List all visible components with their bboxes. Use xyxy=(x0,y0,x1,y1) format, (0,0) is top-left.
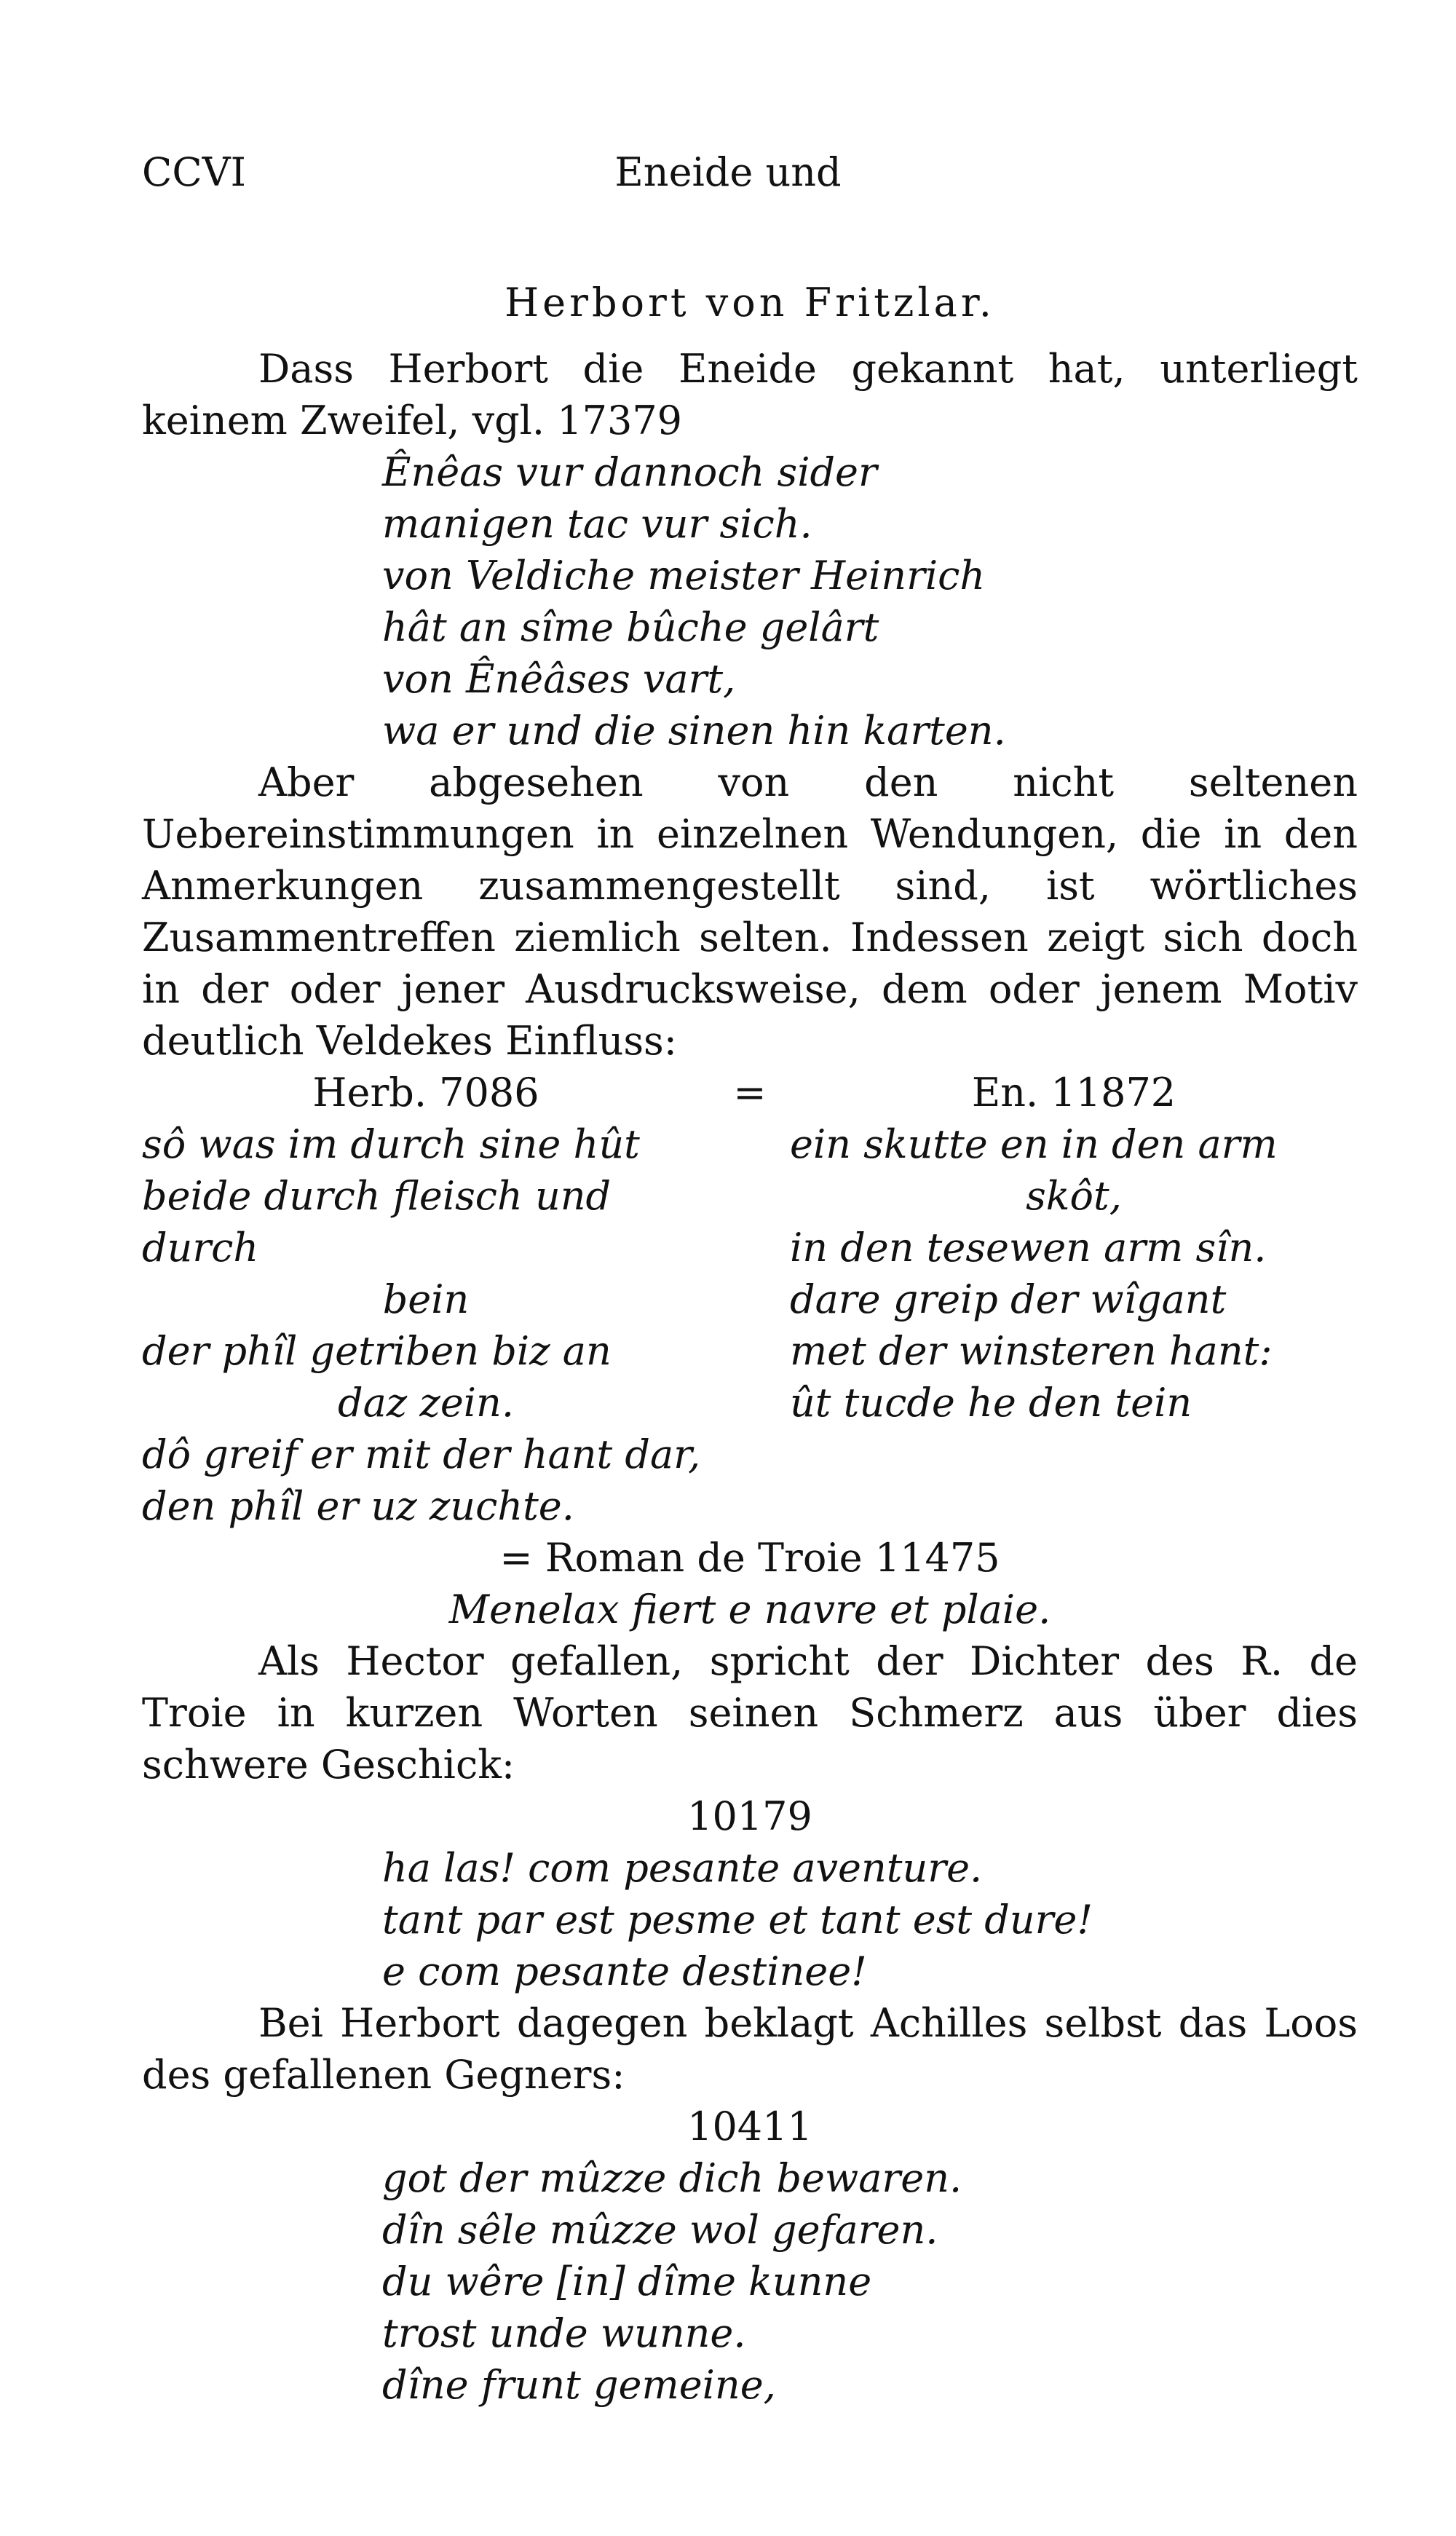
paragraph-3: Als Hector gefallen, spricht der Dichter des R. de Troie in kurzen Worten seinen Schmerz aus über dies schwere Geschick: xyxy=(142,1638,1358,1788)
verse-line: dô greif er mit der hant dar, xyxy=(142,1431,701,1477)
right-reference: En. 11872 xyxy=(971,1070,1176,1115)
verse-line: Ênêas vur dannoch sider xyxy=(382,449,877,495)
line-number-2: 10411 xyxy=(687,2104,812,2149)
right-column xyxy=(790,1118,1358,1532)
comparison-header xyxy=(142,1067,1358,1118)
verse-line: ha las! com pesante aventure. xyxy=(382,1845,983,1891)
verse-line: tant par est pesme et tant est dure! xyxy=(382,1897,1093,1943)
line-number-1: 10179 xyxy=(687,1793,812,1839)
verse-block-2 xyxy=(382,1842,1358,1997)
verse-line: ût tucde he den tein xyxy=(790,1380,1192,1426)
verse-block-1 xyxy=(382,446,1358,757)
verse-line: bein xyxy=(382,1276,470,1322)
verse-line: du wêre [in] dîme kunne xyxy=(382,2259,872,2304)
verse-line: e com pesante destinee! xyxy=(382,1948,867,1994)
paragraph-1: Dass Herbort die Eneide gekannt hat, unterliegt keinem Zweifel, vgl. 17379 xyxy=(142,346,1358,443)
verse-line: dîne frunt gemeine, xyxy=(382,2362,776,2408)
verse-line: dîn sêle mûzze wol gefaren. xyxy=(382,2207,938,2253)
verse-line: beide durch fleisch und durch xyxy=(142,1173,612,1271)
paragraph-2: Aber abgesehen von den nicht seltenen Uebereinstimmungen in einzelnen Wendungen, die in den Anmerkungen zusammengestellt sind, ist wörtliches Zusammentreffen ziemlich selten. Indessen zeigt sich doch in der oder jener Ausdrucksweise, dem oder jenem Motiv deutlich Veldekes Einfluss: xyxy=(142,759,1358,1064)
verse-line: sô was im durch sine hût xyxy=(142,1121,640,1167)
verse-line: met der winsteren hant: xyxy=(790,1328,1273,1374)
verse-line: der phîl getriben biz an xyxy=(142,1328,612,1374)
left-column xyxy=(142,1118,710,1532)
verse-line: in den tesewen arm sîn. xyxy=(790,1225,1267,1271)
paragraph-4: Bei Herbort dagegen beklagt Achilles selbst das Loos des gefallenen Gegners: xyxy=(142,2000,1358,2098)
page-header xyxy=(142,149,1314,200)
verse-line: von Ênêâses vart, xyxy=(382,656,736,702)
verse-line: skôt, xyxy=(1026,1173,1122,1219)
comparison-columns xyxy=(142,1118,1358,1532)
verse-line: dare greip der wîgant xyxy=(790,1276,1227,1322)
verse-line: got der mûzze dich bewaren. xyxy=(382,2155,962,2201)
verse-line: wa er und die sinen hin karten. xyxy=(382,708,1006,754)
verse-line: von Veldiche meister Heinrich xyxy=(382,553,986,599)
verse-line: hât an sîme bûche gelârt xyxy=(382,604,879,650)
verse-line: trost unde wunne. xyxy=(382,2310,746,2356)
page-body xyxy=(142,277,1358,2411)
verse-block-3 xyxy=(382,2152,1358,2411)
roman-line: Menelax fiert e navre et plaie. xyxy=(448,1587,1051,1632)
verse-line: ein skutte en in den arm xyxy=(790,1121,1278,1167)
roman-reference: = Roman de Troie 11475 xyxy=(499,1535,1000,1581)
running-title: Eneide und xyxy=(614,149,842,195)
equals-sign: = xyxy=(733,1070,767,1115)
verse-line: daz zein. xyxy=(338,1380,514,1426)
page-number: CCVI xyxy=(142,149,246,195)
left-reference: Herb. 7086 xyxy=(312,1070,539,1115)
section-title: Herbort von Fritzlar. xyxy=(505,280,995,325)
verse-line: manigen tac vur sich. xyxy=(382,501,812,547)
verse-line: den phîl er uz zuchte. xyxy=(142,1483,574,1529)
